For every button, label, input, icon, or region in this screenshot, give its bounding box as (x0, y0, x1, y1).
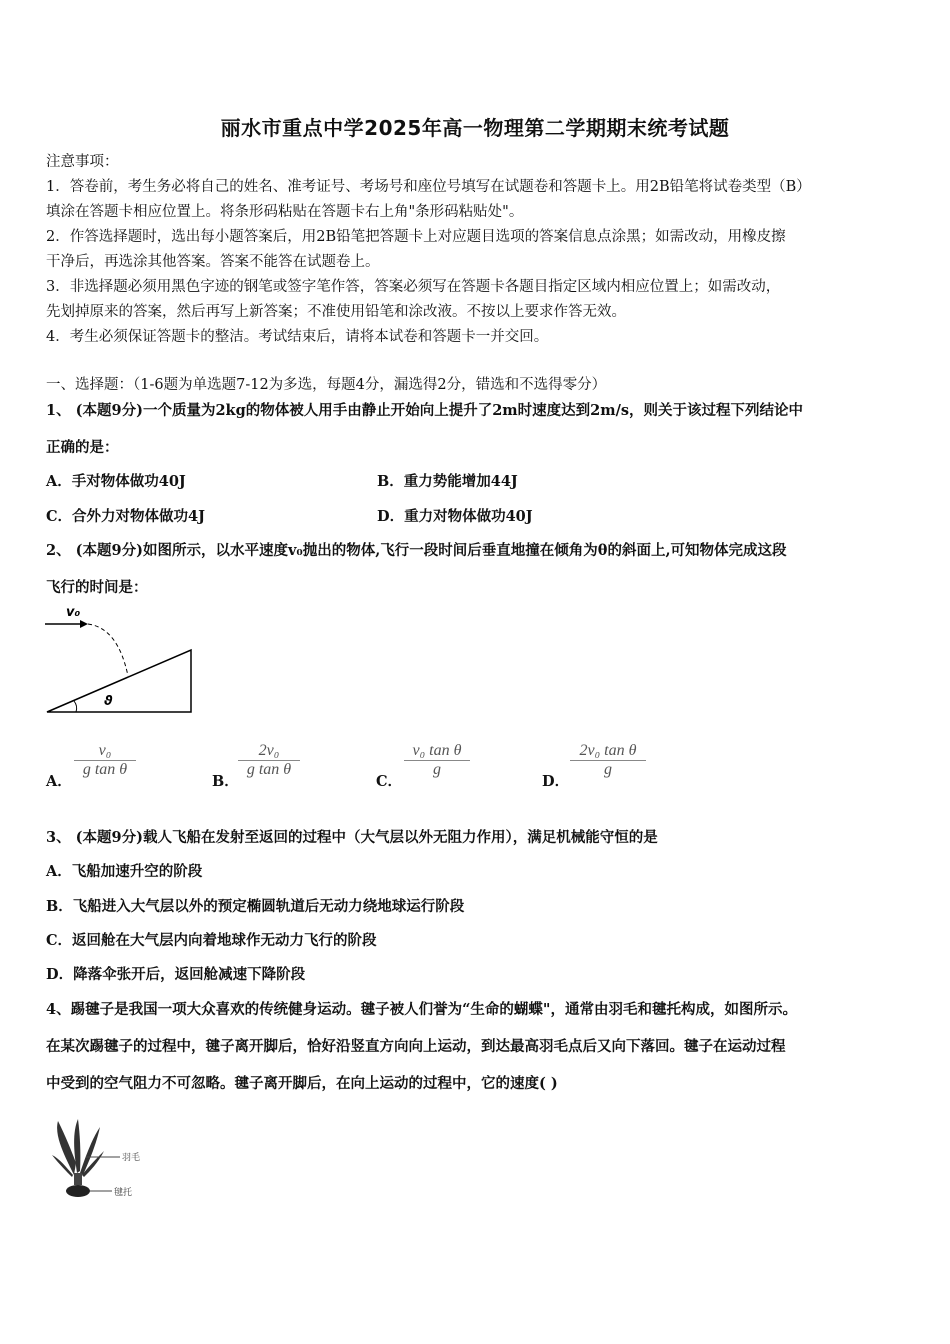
q3-option-d: D．降落伞张开后，返回舱减速下降阶段 (46, 966, 306, 983)
label-base: 毽托 (114, 1188, 133, 1198)
q1-stem-cont: 正确的是： (46, 439, 119, 456)
q2-option-d-denominator: g (604, 761, 612, 778)
q2-option-b-label: B． (212, 773, 239, 790)
q2-stem-cont: 飞行的时间是： (46, 579, 148, 596)
q3-stem: 3、 (本题9分)载人飞船在发射至返回的过程中（大气层以外无阻力作用），满足机械能守恒的是 (46, 829, 658, 846)
q2-option-c-numerator: v₀ tan θ (404, 742, 470, 761)
q2-velocity-label: v₀ (66, 605, 81, 620)
shuttlecock-base (66, 1185, 90, 1197)
q2-trajectory (88, 624, 128, 676)
q4-stem-cont: 中受到的空气阻力不可忽略。毽子离开脚后，在向上运动的过程中，它的速度( ) (46, 1075, 558, 1092)
shuttlecock-stem (74, 1173, 82, 1185)
q2-option-d-fraction (570, 742, 646, 779)
q2-option-d-label: D． (542, 773, 570, 790)
q3-option-a: A．飞船加速升空的阶段 (46, 863, 203, 880)
q4-stem: 4、踢毽子是我国一项大众喜欢的传统健身运动。毽子被人们誉为“生命的蝴蝶"，通常由羽毛和毽托构成，如图所示。 (46, 1001, 797, 1018)
q2-option-c-label: C． (376, 773, 403, 790)
q1-option-d: D．重力对物体做功40J (377, 508, 533, 525)
q2-incline-figure (40, 598, 200, 720)
q2-stem: 2、 (本题9分)如图所示，以水平速度v₀抛出的物体,飞行一段时间后垂直地撞在倾角为θ的斜面上,可知物体完成这段 (46, 542, 787, 559)
q3-option-c: C．返回舱在大气层内向着地球作无动力飞行的阶段 (46, 932, 377, 949)
q2-incline (47, 650, 191, 712)
notice-heading: 注意事项： (46, 154, 119, 170)
label-feather: 羽毛 (122, 1153, 141, 1163)
section-heading: 一、选择题：（1-6题为单选题7-12为多选，每题4分，漏选得2分，错选和不选得零分） (46, 377, 607, 393)
page-title: 丽水市重点中学2025年高一物理第二学期期末统考试题 (220, 116, 730, 140)
q1-option-c: C．合外力对物体做功4J (46, 508, 205, 525)
q2-angle-arc (74, 701, 77, 712)
q2-option-a-label: A． (46, 773, 72, 790)
q2-option-a-denominator: g tan θ (82, 761, 128, 778)
q2-option-b-denominator: g tan θ (246, 761, 292, 778)
notice-line: 干净后，再选涂其他答案。答案不能答在试题卷上。 (46, 254, 380, 270)
notice-line: 先划掉原来的答案，然后再写上新答案；不准使用铅笔和涂改液。不按以上要求作答无效。 (46, 304, 626, 320)
q1-option-a: A．手对物体做功40J (46, 473, 186, 490)
q2-option-c-denominator: g (433, 761, 441, 778)
q2-angle-label: ϑ (104, 694, 113, 709)
notice-line: 填涂在答题卡相应位置上。将条形码粘贴在答题卡右上角"条形码粘贴处"。 (46, 204, 524, 220)
shuttlecock-feathers (52, 1119, 104, 1177)
q2-option-a-numerator: v₀ (74, 742, 136, 761)
q2-option-b-numerator: 2v₀ (238, 742, 300, 761)
q3-option-b: B．飞船进入大气层以外的预定椭圆轨道后无动力绕地球运行阶段 (46, 898, 465, 915)
notice-line: 2．作答选择题时，选出每小题答案后，用2B铅笔把答题卡上对应题目选项的答案信息点涂黑；如需改动，用橡皮擦 (46, 229, 786, 245)
q2-arrowhead (80, 620, 88, 628)
q4-shuttlecock-figure (44, 1115, 154, 1207)
q4-stem-cont: 在某次踢毽子的过程中，毽子离开脚后，恰好沿竖直方向向上运动，到达最高羽毛点后又向下落回。毽子在运动过程 (46, 1038, 786, 1055)
notice-line: 4．考生必须保证答题卡的整洁。考试结束后，请将本试卷和答题卡一并交回。 (46, 329, 549, 345)
notice-line: 1．答卷前，考生务必将自己的姓名、准考证号、考场号和座位号填写在试题卷和答题卡上。用2B铅笔将试卷类型（B） (46, 179, 811, 195)
q1-stem: 1、 (本题9分)一个质量为2kg的物体被人用手由静止开始向上提升了2m时速度达到2m/s，则关于该过程下列结论中 (46, 402, 804, 419)
q2-option-c-fraction (404, 742, 470, 779)
q1-option-b: B．重力势能增加44J (377, 473, 518, 490)
q2-option-d-numerator: 2v₀ tan θ (570, 742, 646, 761)
q2-option-a-fraction (74, 742, 136, 779)
notice-line: 3．非选择题必须用黑色字迹的钢笔或签字笔作答，答案必须写在答题卡各题目指定区域内相应位置上；如需改动， (46, 279, 781, 295)
q2-option-b-fraction (238, 742, 300, 779)
